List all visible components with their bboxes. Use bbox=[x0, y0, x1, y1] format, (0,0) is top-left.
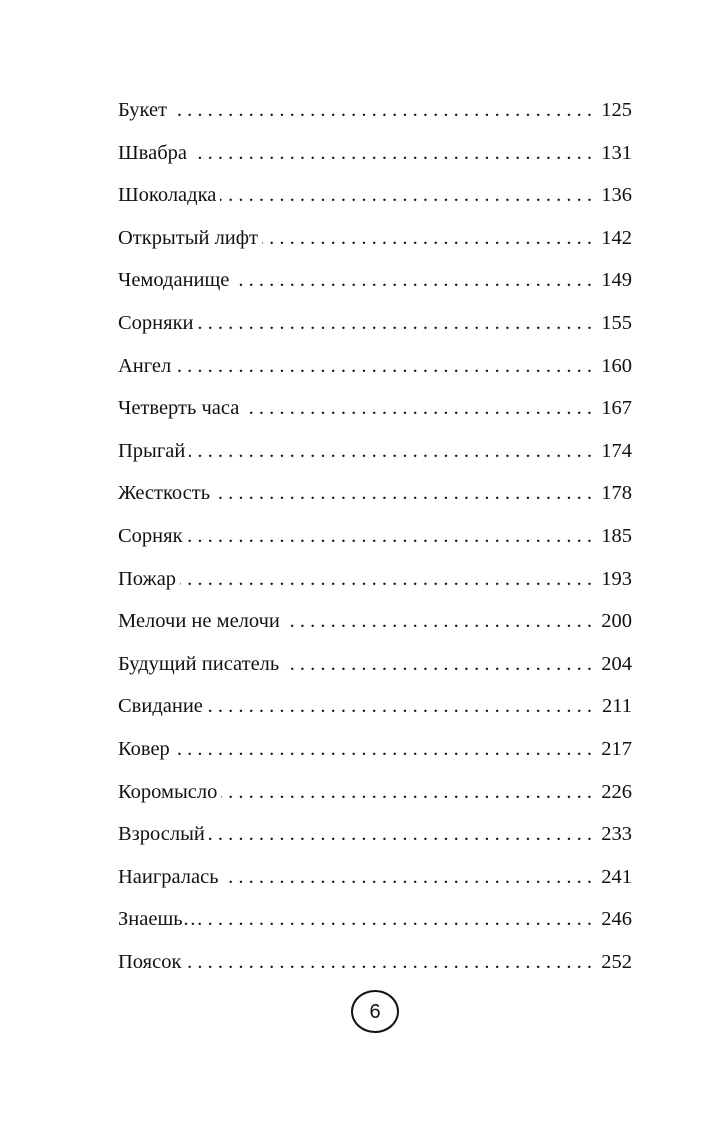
dot-leader bbox=[221, 771, 592, 814]
toc-entry-page: 167 bbox=[601, 397, 632, 420]
toc-entry-title: Ковер bbox=[118, 737, 170, 760]
dot-leader bbox=[207, 685, 592, 728]
dot-leader bbox=[214, 472, 592, 515]
toc-entry-page: 142 bbox=[601, 226, 632, 249]
toc-entry[interactable] bbox=[118, 813, 632, 856]
toc-entry-title: Четверть часа bbox=[118, 397, 240, 420]
table-of-contents bbox=[118, 89, 632, 983]
toc-entry[interactable] bbox=[118, 856, 632, 899]
toc-entry-page: 241 bbox=[601, 865, 632, 888]
toc-entry[interactable] bbox=[118, 685, 632, 728]
toc-entry-page: 233 bbox=[601, 823, 632, 846]
toc-entry-page: 136 bbox=[601, 184, 632, 207]
toc-entry-page: 125 bbox=[601, 99, 632, 121]
dot-leader bbox=[180, 558, 592, 601]
toc-entry-title: Взрослый bbox=[118, 823, 205, 846]
toc-entry-page: 217 bbox=[601, 737, 632, 760]
toc-entry-page: 185 bbox=[601, 524, 632, 547]
page-number: 6 bbox=[369, 1000, 381, 1023]
toc-entry-title: Поясок bbox=[118, 950, 182, 973]
toc-entry-title: Знаешь… bbox=[118, 908, 204, 931]
dot-leader bbox=[223, 856, 592, 899]
toc-entry-title: Жесткость bbox=[118, 482, 211, 505]
toc-entry[interactable] bbox=[118, 345, 632, 388]
toc-entry-page: 155 bbox=[601, 311, 632, 334]
toc-entry-title: Прыгай bbox=[118, 439, 186, 462]
dot-leader bbox=[175, 345, 592, 388]
dot-leader bbox=[174, 728, 592, 771]
toc-entry-title: Сорняк bbox=[118, 524, 183, 547]
dot-leader bbox=[191, 132, 592, 175]
toc-entry[interactable] bbox=[118, 771, 632, 814]
dot-leader bbox=[207, 898, 592, 941]
toc-entry[interactable] bbox=[118, 132, 632, 175]
toc-entry[interactable] bbox=[118, 174, 632, 217]
toc-entry-page: 211 bbox=[602, 695, 632, 718]
toc-entry[interactable] bbox=[118, 217, 632, 260]
dot-leader bbox=[243, 387, 592, 430]
toc-entry-page: 246 bbox=[601, 908, 632, 931]
toc-entry[interactable] bbox=[118, 472, 632, 515]
toc-entry[interactable] bbox=[118, 387, 632, 430]
toc-entry[interactable] bbox=[118, 515, 632, 558]
page-number-badge bbox=[351, 990, 399, 1033]
dot-leader bbox=[171, 89, 592, 132]
toc-entry[interactable] bbox=[118, 430, 632, 473]
toc-entry[interactable] bbox=[118, 259, 632, 302]
toc-entry-page: 226 bbox=[601, 780, 632, 803]
toc-entry-title: Шоколадка bbox=[118, 184, 217, 207]
dot-leader bbox=[209, 813, 592, 856]
toc-entry-page: 178 bbox=[601, 482, 632, 505]
toc-entry[interactable] bbox=[118, 941, 632, 984]
toc-entry-title: Открытый лифт bbox=[118, 226, 259, 249]
toc-entry-title: Швабра bbox=[118, 141, 187, 164]
dot-leader bbox=[262, 217, 592, 260]
toc-entry-title: Свидание bbox=[118, 695, 203, 718]
toc-entry[interactable] bbox=[118, 302, 632, 345]
dot-leader bbox=[283, 643, 592, 686]
toc-entry-title: Наигралась bbox=[118, 865, 219, 888]
toc-entry-title: Будущий писатель bbox=[118, 652, 280, 675]
toc-entry-page: 149 bbox=[601, 269, 632, 292]
toc-entry-page: 160 bbox=[601, 354, 632, 377]
dot-leader bbox=[189, 430, 592, 473]
toc-entry[interactable] bbox=[118, 89, 632, 132]
toc-entry-title: Коромысло bbox=[118, 780, 218, 803]
toc-entry[interactable] bbox=[118, 898, 632, 941]
toc-entry-title: Букет bbox=[118, 99, 168, 121]
dot-leader bbox=[187, 515, 592, 558]
toc-entry-title: Ангел bbox=[118, 354, 172, 377]
toc-entry[interactable] bbox=[118, 558, 632, 601]
toc-entry-page: 131 bbox=[601, 141, 632, 164]
toc-entry-title: Мелочи не мелочи bbox=[118, 610, 280, 633]
toc-entry-page: 174 bbox=[601, 439, 632, 462]
toc-entry-page: 252 bbox=[601, 950, 632, 973]
toc-entry-page: 193 bbox=[601, 567, 632, 590]
toc-entry[interactable] bbox=[118, 643, 632, 686]
dot-leader bbox=[185, 941, 592, 984]
toc-entry[interactable] bbox=[118, 600, 632, 643]
dot-leader bbox=[284, 600, 592, 643]
toc-entry-title: Чемоданище bbox=[118, 269, 230, 292]
toc-entry-page: 204 bbox=[601, 652, 632, 675]
dot-leader bbox=[220, 174, 592, 217]
toc-entry-page: 200 bbox=[601, 610, 632, 633]
toc-entry-title: Сорняки bbox=[118, 311, 194, 334]
toc-entry-title: Пожар bbox=[118, 567, 177, 590]
dot-leader bbox=[198, 302, 592, 345]
toc-entry[interactable] bbox=[118, 728, 632, 771]
dot-leader bbox=[233, 259, 592, 302]
